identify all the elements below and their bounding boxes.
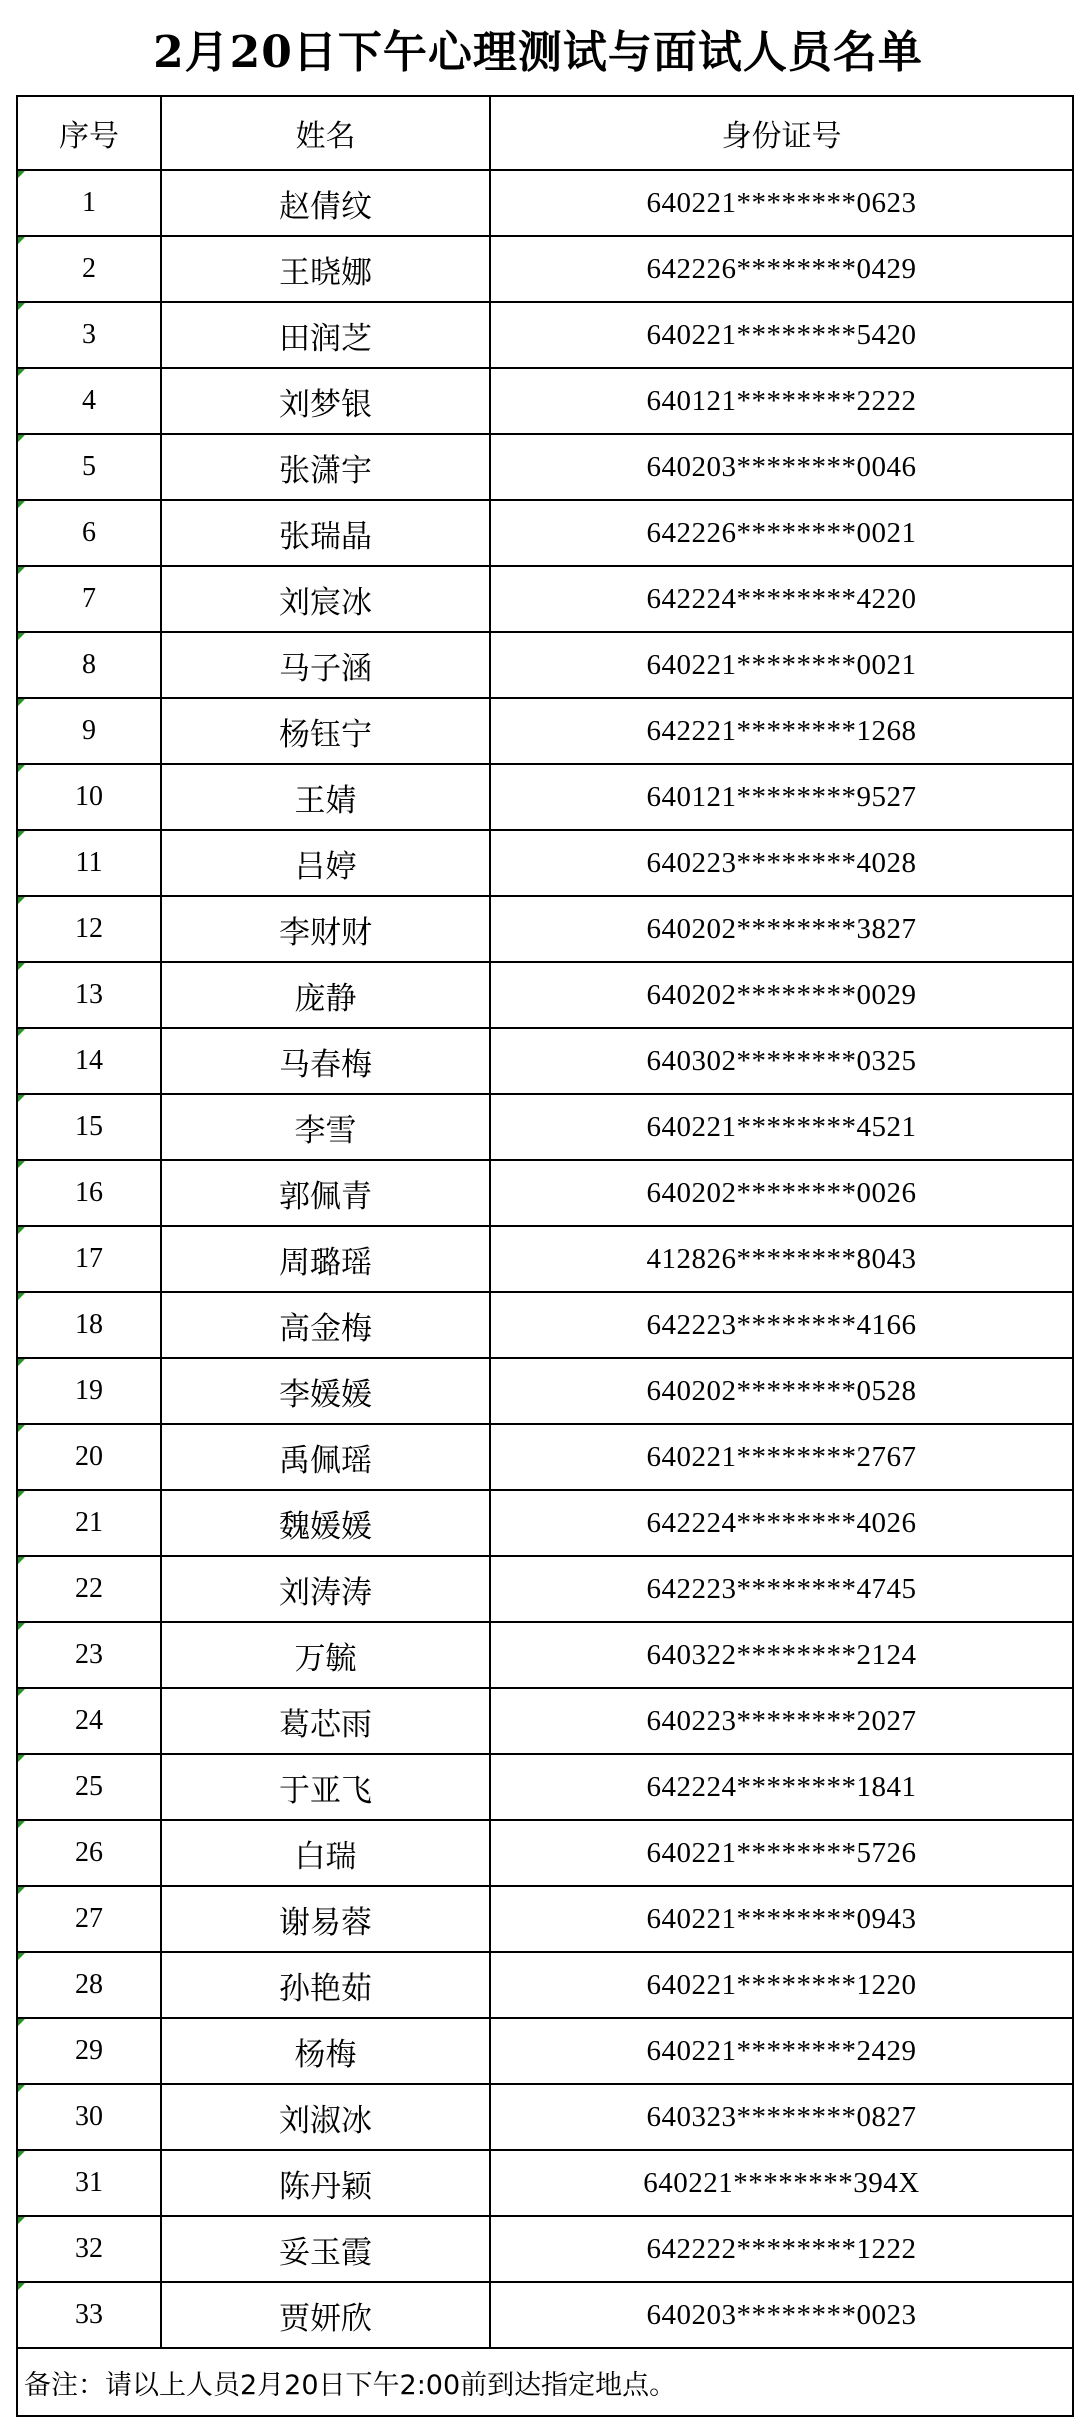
table-row xyxy=(17,1886,1073,1952)
row-id: 640223********4028 xyxy=(490,830,1073,896)
row-name: 马子涵 xyxy=(161,632,490,698)
row-seq: 12 xyxy=(17,896,161,962)
row-seq: 22 xyxy=(17,1556,161,1622)
table-row xyxy=(17,2018,1073,2084)
row-id: 412826********8043 xyxy=(490,1226,1073,1292)
table-row xyxy=(17,1952,1073,2018)
row-seq: 24 xyxy=(17,1688,161,1754)
row-id: 640202********0026 xyxy=(490,1160,1073,1226)
row-name: 高金梅 xyxy=(161,1292,490,1358)
row-id: 640323********0827 xyxy=(490,2084,1073,2150)
row-name: 万毓 xyxy=(161,1622,490,1688)
row-name: 妥玉霞 xyxy=(161,2216,490,2282)
row-seq: 21 xyxy=(17,1490,161,1556)
row-seq: 20 xyxy=(17,1424,161,1490)
row-id: 640221********5726 xyxy=(490,1820,1073,1886)
row-seq: 8 xyxy=(17,632,161,698)
row-id: 640302********0325 xyxy=(490,1028,1073,1094)
table-row xyxy=(17,2084,1073,2150)
row-id: 640221********394X xyxy=(490,2150,1073,2216)
table-row xyxy=(17,764,1073,830)
row-seq: 30 xyxy=(17,2084,161,2150)
table-row xyxy=(17,1688,1073,1754)
row-seq: 10 xyxy=(17,764,161,830)
table-row xyxy=(17,1226,1073,1292)
table-row xyxy=(17,500,1073,566)
row-seq: 13 xyxy=(17,962,161,1028)
table-row xyxy=(17,434,1073,500)
row-seq: 31 xyxy=(17,2150,161,2216)
row-name: 孙艳茹 xyxy=(161,1952,490,2018)
row-name: 庞静 xyxy=(161,962,490,1028)
row-id: 640221********2767 xyxy=(490,1424,1073,1490)
table-row xyxy=(17,962,1073,1028)
table-row xyxy=(17,2150,1073,2216)
row-name: 张瑞晶 xyxy=(161,500,490,566)
header-name: 姓名 xyxy=(161,96,490,170)
row-seq: 3 xyxy=(17,302,161,368)
row-seq: 17 xyxy=(17,1226,161,1292)
row-seq: 23 xyxy=(17,1622,161,1688)
row-id: 642223********4745 xyxy=(490,1556,1073,1622)
row-seq: 11 xyxy=(17,830,161,896)
row-name: 周璐瑶 xyxy=(161,1226,490,1292)
roster-body xyxy=(17,170,1073,2348)
header-row xyxy=(17,96,1073,170)
row-seq: 5 xyxy=(17,434,161,500)
table-row xyxy=(17,1358,1073,1424)
row-seq: 14 xyxy=(17,1028,161,1094)
row-id: 642221********1268 xyxy=(490,698,1073,764)
row-name: 刘梦银 xyxy=(161,368,490,434)
row-name: 吕婷 xyxy=(161,830,490,896)
header-seq: 序号 xyxy=(17,96,161,170)
row-id: 640221********5420 xyxy=(490,302,1073,368)
row-seq: 19 xyxy=(17,1358,161,1424)
row-id: 640223********2027 xyxy=(490,1688,1073,1754)
table-row xyxy=(17,1028,1073,1094)
table-row xyxy=(17,566,1073,632)
row-id: 640121********2222 xyxy=(490,368,1073,434)
row-name: 马春梅 xyxy=(161,1028,490,1094)
table-row xyxy=(17,1622,1073,1688)
note-text: 备注：请以上人员2月20日下午2:00前到达指定地点。 xyxy=(17,2348,1073,2416)
row-name: 田润芝 xyxy=(161,302,490,368)
row-id: 640202********0029 xyxy=(490,962,1073,1028)
row-name: 杨钰宁 xyxy=(161,698,490,764)
row-id: 642224********4220 xyxy=(490,566,1073,632)
row-id: 642222********1222 xyxy=(490,2216,1073,2282)
row-id: 640322********2124 xyxy=(490,1622,1073,1688)
row-seq: 27 xyxy=(17,1886,161,1952)
row-id: 642224********1841 xyxy=(490,1754,1073,1820)
row-seq: 4 xyxy=(17,368,161,434)
row-name: 杨梅 xyxy=(161,2018,490,2084)
row-seq: 15 xyxy=(17,1094,161,1160)
row-name: 郭佩青 xyxy=(161,1160,490,1226)
row-id: 640221********0623 xyxy=(490,170,1073,236)
row-id: 640202********3827 xyxy=(490,896,1073,962)
row-seq: 16 xyxy=(17,1160,161,1226)
row-seq: 7 xyxy=(17,566,161,632)
row-name: 王晓娜 xyxy=(161,236,490,302)
row-seq: 29 xyxy=(17,2018,161,2084)
row-id: 640221********0943 xyxy=(490,1886,1073,1952)
row-name: 赵倩纹 xyxy=(161,170,490,236)
row-name: 葛芯雨 xyxy=(161,1688,490,1754)
row-id: 640221********4521 xyxy=(490,1094,1073,1160)
row-id: 640221********1220 xyxy=(490,1952,1073,2018)
table-row xyxy=(17,1490,1073,1556)
table-row xyxy=(17,170,1073,236)
table-row xyxy=(17,1160,1073,1226)
row-seq: 25 xyxy=(17,1754,161,1820)
row-name: 禹佩瑶 xyxy=(161,1424,490,1490)
row-name: 王婧 xyxy=(161,764,490,830)
table-row xyxy=(17,2216,1073,2282)
page-title: 2月20日下午心理测试与面试人员名单 xyxy=(153,26,923,78)
row-id: 640203********0046 xyxy=(490,434,1073,500)
table-row xyxy=(17,698,1073,764)
row-name: 魏媛媛 xyxy=(161,1490,490,1556)
row-seq: 2 xyxy=(17,236,161,302)
row-name: 刘淑冰 xyxy=(161,2084,490,2150)
row-id: 642226********0021 xyxy=(490,500,1073,566)
table-row xyxy=(17,830,1073,896)
table-row xyxy=(17,236,1073,302)
table-row xyxy=(17,1754,1073,1820)
row-seq: 28 xyxy=(17,1952,161,2018)
row-name: 张潇宇 xyxy=(161,434,490,500)
table-row xyxy=(17,1556,1073,1622)
row-name: 刘涛涛 xyxy=(161,1556,490,1622)
row-seq: 32 xyxy=(17,2216,161,2282)
table-row xyxy=(17,632,1073,698)
row-seq: 6 xyxy=(17,500,161,566)
row-id: 642223********4166 xyxy=(490,1292,1073,1358)
table-row xyxy=(17,302,1073,368)
row-seq: 1 xyxy=(17,170,161,236)
row-name: 陈丹颖 xyxy=(161,2150,490,2216)
table-row xyxy=(17,368,1073,434)
row-name: 白瑞 xyxy=(161,1820,490,1886)
table-row xyxy=(17,1424,1073,1490)
row-name: 李雪 xyxy=(161,1094,490,1160)
row-seq: 9 xyxy=(17,698,161,764)
table-row xyxy=(17,1094,1073,1160)
row-name: 贾妍欣 xyxy=(161,2282,490,2348)
table-row xyxy=(17,896,1073,962)
row-id: 642224********4026 xyxy=(490,1490,1073,1556)
row-name: 于亚飞 xyxy=(161,1754,490,1820)
table-row xyxy=(17,1820,1073,1886)
note-row xyxy=(17,2348,1073,2416)
row-seq: 26 xyxy=(17,1820,161,1886)
row-name: 李媛媛 xyxy=(161,1358,490,1424)
table-row xyxy=(17,2282,1073,2348)
roster-table xyxy=(16,95,1074,2417)
row-seq: 18 xyxy=(17,1292,161,1358)
row-name: 谢易蓉 xyxy=(161,1886,490,1952)
header-id: 身份证号 xyxy=(490,96,1073,170)
row-id: 640221********0021 xyxy=(490,632,1073,698)
row-name: 刘宸冰 xyxy=(161,566,490,632)
row-id: 640221********2429 xyxy=(490,2018,1073,2084)
row-id: 642226********0429 xyxy=(490,236,1073,302)
row-id: 640121********9527 xyxy=(490,764,1073,830)
row-id: 640203********0023 xyxy=(490,2282,1073,2348)
table-row xyxy=(17,1292,1073,1358)
row-id: 640202********0528 xyxy=(490,1358,1073,1424)
row-seq: 33 xyxy=(17,2282,161,2348)
row-name: 李财财 xyxy=(161,896,490,962)
